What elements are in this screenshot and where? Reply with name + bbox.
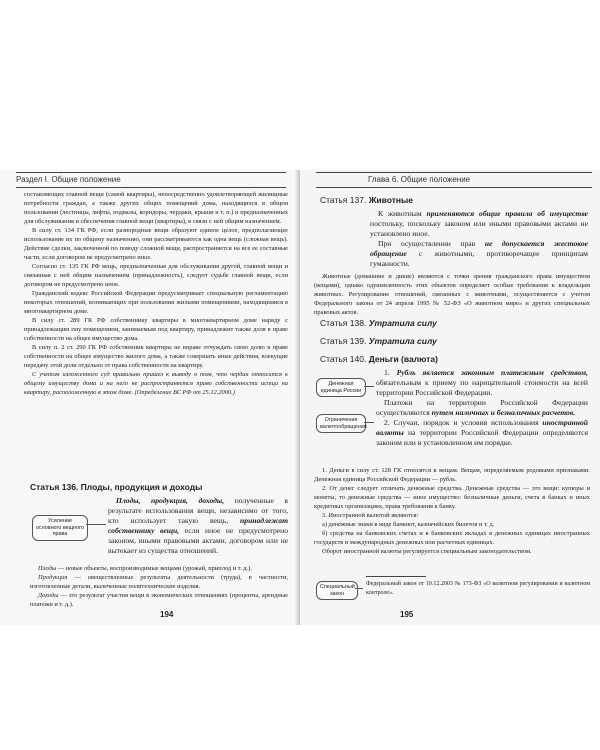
text-run: При осуществлении прав	[378, 239, 476, 248]
text-run: постольку, поскольку законом или иными правовыми актами не установлено иное.	[370, 219, 588, 238]
callout-connector	[364, 386, 374, 387]
left-running-head: Раздел I. Общие положение	[16, 172, 286, 188]
paragraph: В силу ст. 134 ГК РФ, если разнородные вещи образуют единое целое, предполагающее использование их по общему назначению, они рассматриваются как одна вещь (сложная вещь). Действие сделки, заключенной по поводу сложной вещи, распространяется на все ее составные части, если договором не предусмотрено иное.	[24, 227, 288, 261]
emphasis: применяются общие правила об имуществе	[426, 209, 589, 218]
article-137-heading	[320, 195, 413, 205]
right-running-head	[316, 172, 592, 188]
paragraph: Согласно ст. 135 ГК РФ вещь, предназначенная для обслуживания другой, главной вещи и связанная с ней общим назначением (принадлежность), следует судьбе главной вещи, если договором не предусмотрено иное.	[24, 263, 288, 288]
article-140-heading	[320, 354, 438, 364]
article-number: Статья 137.	[320, 195, 367, 205]
definition: — овеществленные результаты деятельности (труда), в частности, изготовленные детали, вылеченные политехнические изделия.	[30, 574, 288, 590]
page-number: 194	[160, 610, 174, 619]
paragraph: 1. Деньги в силу ст. 128 ГК относятся к вещам. Вещам, определяемым родовыми признаками. Денежная единица Российской Федерации — рубль.	[314, 467, 590, 483]
paragraph: С учетом изложенного суд правильно пришел к выводу о том, что чердак относится к общему имуществу дома и на него не распространяется право собственности истца на квартиру, расположенную в этом доме. (Определение ВС РФ от 25.12.2000.)	[24, 371, 288, 396]
emphasis: путем наличных и безналичных расчетов.	[431, 408, 576, 417]
emphasis: принадлежат собственнику вещи,	[108, 516, 288, 535]
text-run: 2. Случаи, порядок и условия использования	[384, 418, 539, 427]
text-run: обязательным к приему по нарицательной стоимости на всей территории Российской Федерации.	[376, 378, 588, 397]
article-title: Утратила силу	[368, 318, 437, 328]
text-run: 1.	[384, 368, 390, 377]
paragraph: а) денежные знаки в виде банкнот, казначейских билетов и т. д.	[322, 521, 495, 528]
text-run: с животными, противоречащее принципам гуманности.	[370, 249, 588, 268]
definitions	[30, 564, 288, 609]
term: Продукция	[38, 574, 68, 581]
callout-connector	[86, 524, 106, 525]
left-top-text	[24, 190, 288, 397]
emphasis: Рубль является законным платежным средством,	[396, 368, 588, 377]
footnote-rule	[366, 576, 426, 577]
article-number: Статья 138.	[320, 318, 367, 328]
paragraph: В силу ст. 289 ГК РФ собственнику квартиры в многоквартирном доме наряду с принадлежащим ему помещением, занимаемым под квартиру, принадлежит также доля в праве собственности на общее имущество дома.	[24, 317, 288, 342]
paragraph: б) средства на банковских счетах и в банковских вкладах в денежных единицах иностранных государств и международных денежных или расчетных единицах.	[314, 530, 590, 546]
emphasis: иностранной валюты	[376, 418, 588, 437]
article-title: Плоды, продукция и доходы	[80, 482, 203, 492]
paragraph: В силу п. 2 ст. 290 ГК РФ собственник квартиры не вправе отчуждать свою долю в праве собственности на общее имущество жилого дома, а также совершать иные действия, влекущие передачу этой доли отдельно от права собственности на квартиру.	[24, 344, 288, 369]
emphasis: Плоды, продукция, доходы,	[116, 496, 225, 505]
paragraph: Животные (домашние и дикие) являются с точки зрения гражданского права имуществом (вещами), однако одушевленность этих объектов определяет особые требования к владельцам животных. Регулирование отношений, связанных с животными, осуществляется с учетом Федерального закона от 24 апреля 1995 № 52-ФЗ «О животном мире» и других специальных правовых актов.	[314, 273, 590, 316]
right-page	[300, 170, 600, 625]
article-138-heading	[320, 318, 437, 328]
page-number: 195	[400, 610, 414, 619]
article-title: Животные	[368, 195, 413, 205]
text-run: если иное не предусмотрено законом, иными правовыми актами, договором или не вытекает из существа отношений.	[108, 526, 288, 555]
term: Плоды	[38, 565, 57, 572]
article-title: Утратила силу	[368, 336, 437, 346]
term: Доходы	[38, 592, 59, 599]
article-137-body	[370, 209, 588, 269]
callout-140-restrictions: Ограничения валютообращения	[316, 414, 366, 433]
footnote-text: Федеральный закон от 10.12.2003 № 173-ФЗ «О валютном регулировании и валютном контроле».	[366, 581, 590, 596]
text-run: на территории Российской Федерации определяются законом или в установленном им порядке.	[376, 428, 588, 447]
article-140-body	[376, 368, 588, 448]
definition: — это результат участия вещи в экономических отношениях (проценты, арендные платежи и т. д.).	[30, 592, 288, 608]
text-run: полученные в результате использования вещи, независимо от того, кто использует такую вещь,	[108, 496, 288, 525]
animals-text	[314, 272, 590, 317]
callout-special-law: Специальный закон	[316, 581, 358, 600]
definition: — новые объекты, воспроизводимые вещами (урожай, приплод и т. д.).	[57, 565, 252, 572]
running-head-text: Глава 6. Общие положение	[368, 175, 471, 184]
article-number: Статья 136.	[30, 482, 79, 492]
footnote	[366, 580, 590, 598]
paragraph: 3. Иностранной валютой являются:	[322, 512, 419, 519]
emphasis: не допускается жестокое обращение	[370, 239, 588, 258]
article-136-body	[108, 496, 288, 556]
article-title: Деньги (валюта)	[368, 354, 438, 364]
book-spread	[0, 170, 600, 625]
callout-connector	[364, 422, 374, 423]
article-136-heading	[30, 482, 202, 492]
text-run: Платежи на территории Российской Федерации осуществляются	[376, 398, 588, 417]
paragraph: составляющих главной вещи (самой квартиры), непосредственно удовлетворяющей жилищные потребности граждан, а также других общих помещений дома, находящихся в общем пользовании (лестницы, лифты, подвалы, коридоры, чердаки, крыши и т. п.) и предназначенных для обслуживания и обеспечения главной вещи (квартиры), в связи с ней общим назначением.	[24, 191, 288, 225]
article-139-heading	[320, 336, 437, 346]
article-number: Статья 139.	[320, 336, 367, 346]
article-number: Статья 140.	[320, 354, 367, 364]
money-text	[314, 466, 590, 556]
text-run: К животным	[378, 209, 422, 218]
callout-140-currency: Денежная единица России	[316, 378, 366, 397]
paragraph: Гражданский кодекс Российской Федерации предусматривает специальную регламентацию некоторых отношений, возникающих при пользовании жилыми помещениями, находящимися в многоквартирном доме.	[24, 290, 288, 315]
callout-connector	[355, 588, 363, 589]
paragraph: Оборот иностранной валюты регулируется специальным законодательством.	[322, 548, 532, 555]
paragraph: 2. От денег следует отличать денежные средства. Денежные средства — это вещи: купюры и монеты, то денежные средства — иное имущество: безналичные деньги, счета в банках и иных кредитных организациях, права требования к банку.	[314, 485, 590, 510]
callout-136: Усиление основного вещного права	[32, 515, 88, 541]
left-page	[0, 170, 298, 625]
